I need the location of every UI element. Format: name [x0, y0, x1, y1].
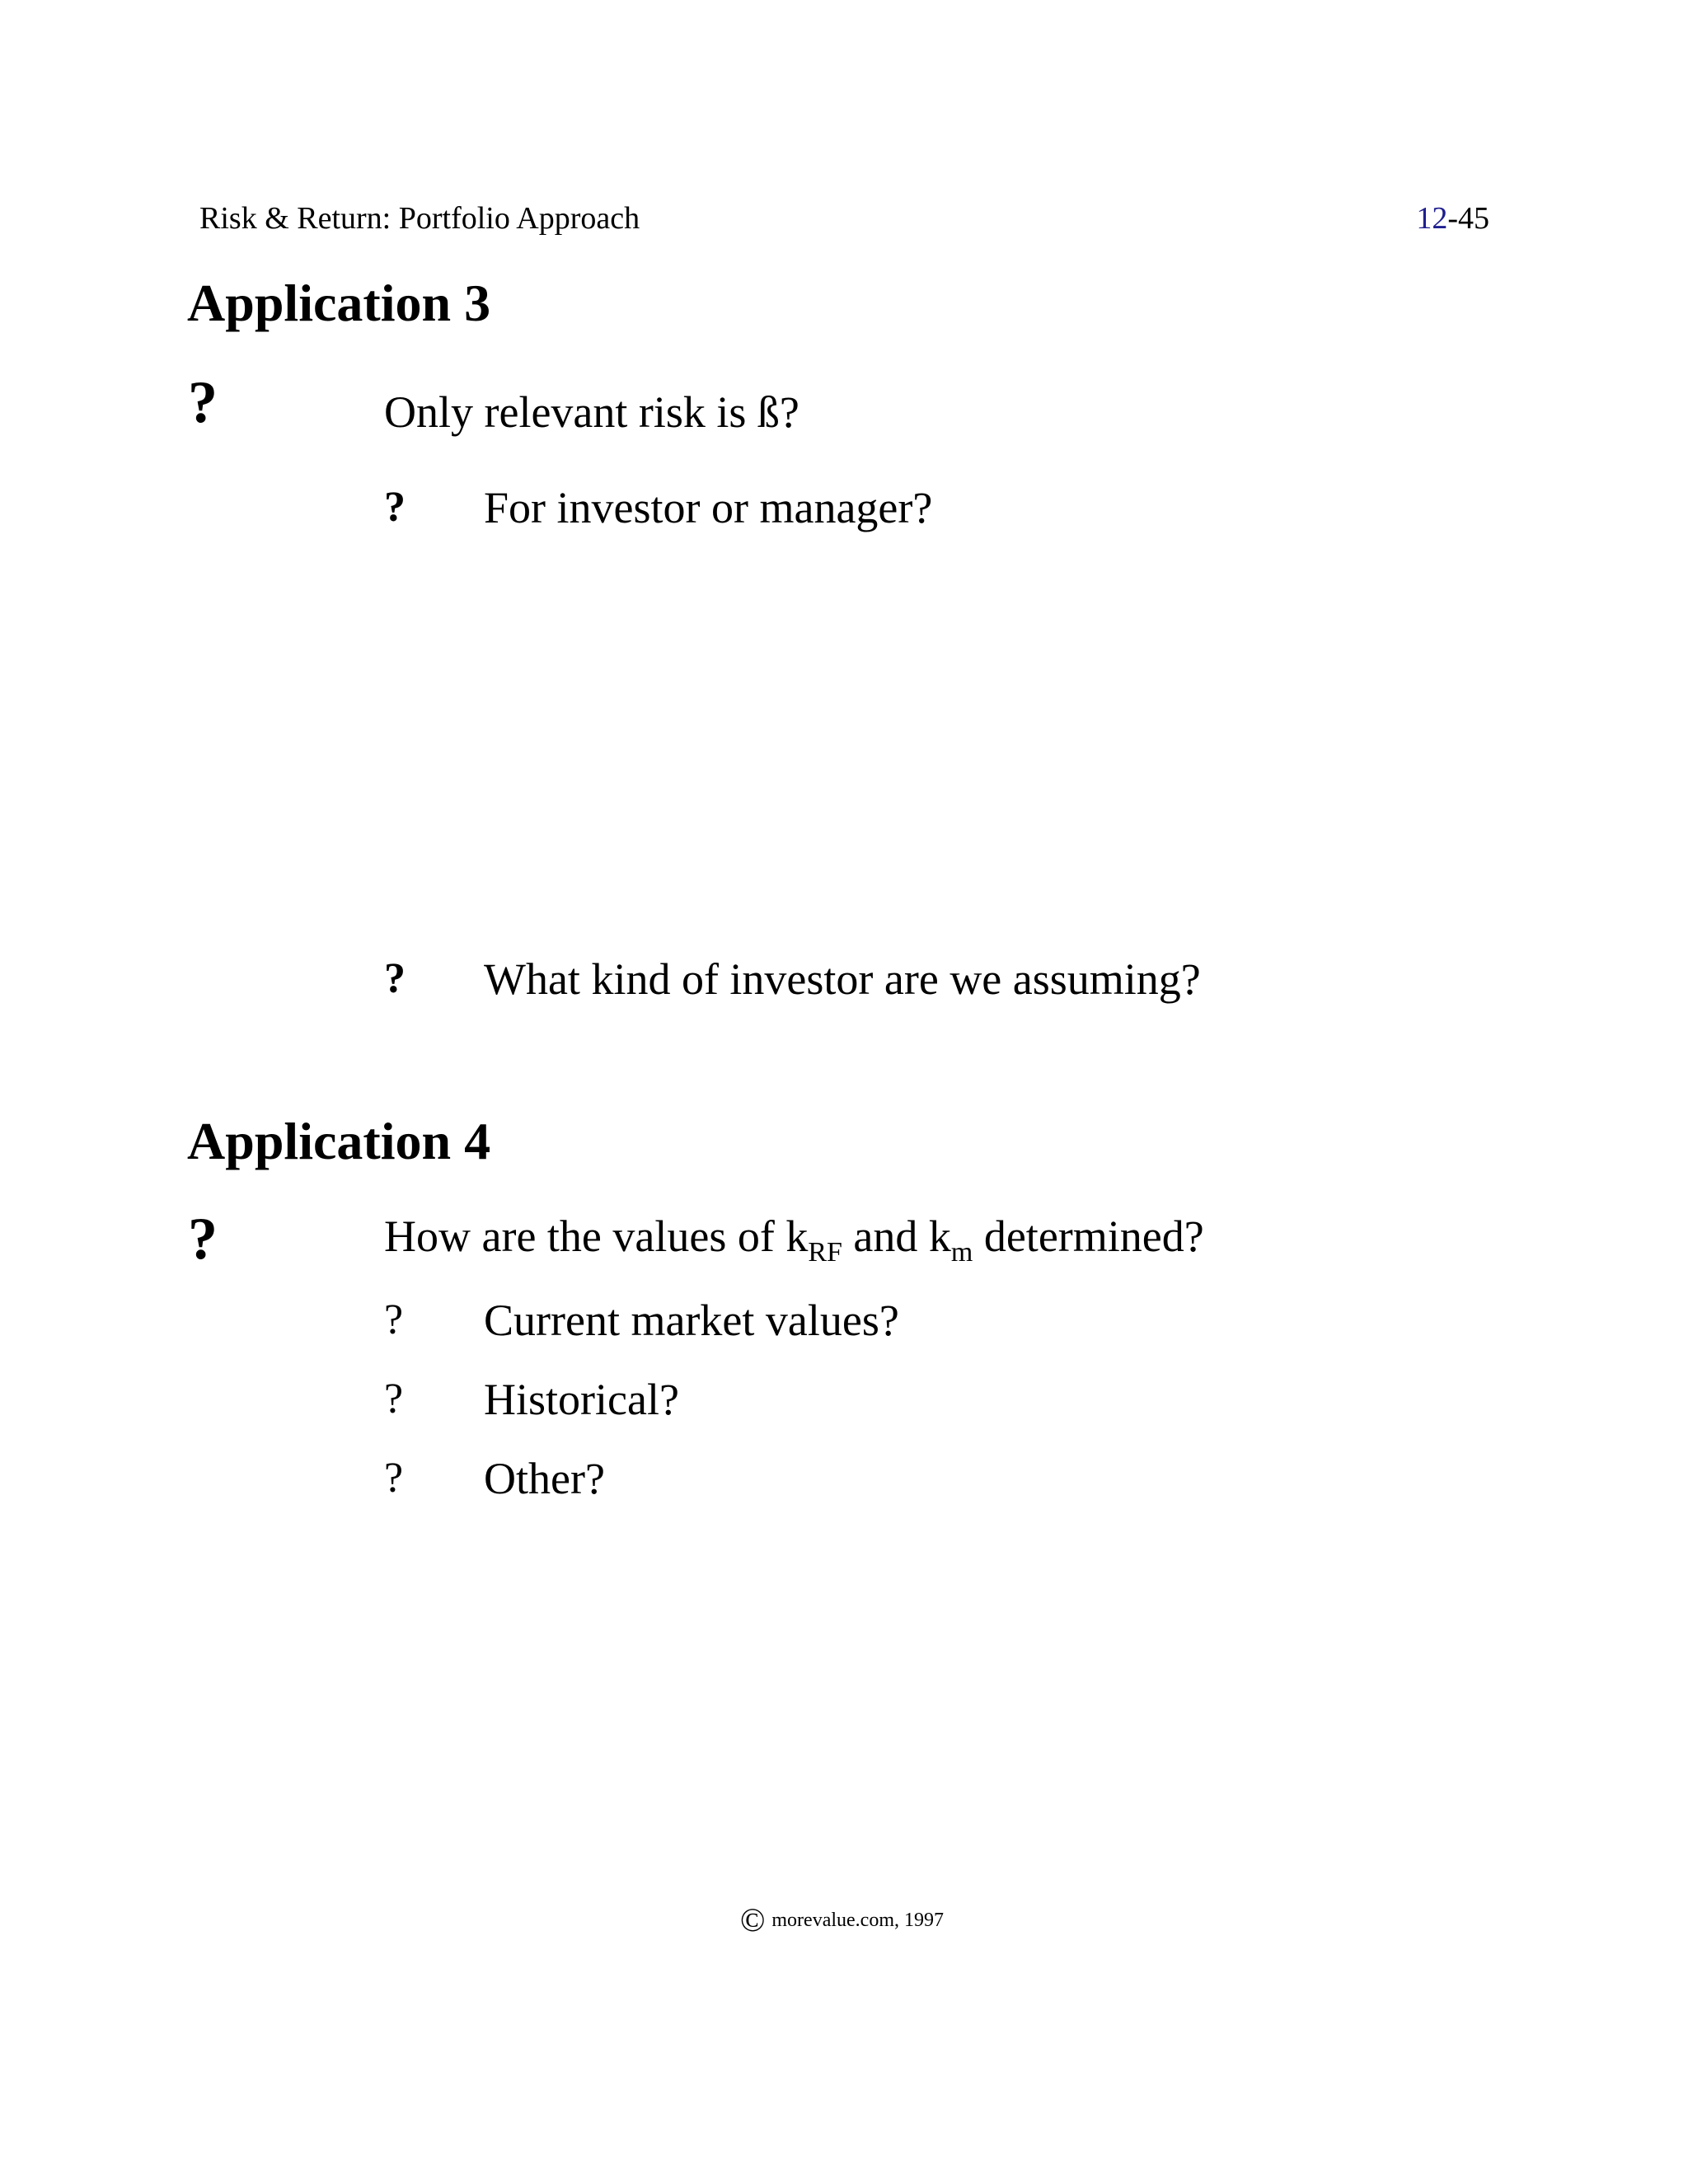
copyright-text: morevalue.com, 1997 — [771, 1910, 944, 1931]
sub-item-other: Other? — [484, 1454, 605, 1503]
sub-item-investor-or-manager: For investor or manager? — [484, 483, 933, 532]
chapter-number: 12 — [1416, 201, 1448, 236]
list-item-values-determined — [384, 1210, 1204, 1268]
item-text-part: determined? — [973, 1212, 1204, 1261]
sub-bullet-marker: ? — [384, 955, 406, 1002]
page-suffix: -45 — [1447, 201, 1489, 236]
copyright-icon: © — [740, 1901, 766, 1938]
subscript-rf: RF — [808, 1237, 842, 1268]
sub-bullet-marker: ? — [384, 1376, 404, 1422]
copyright-footer — [740, 1901, 944, 1938]
sub-bullet-marker: ? — [384, 484, 406, 531]
sub-item-current-market-values: Current market values? — [484, 1296, 899, 1345]
sub-item-historical: Historical? — [484, 1375, 679, 1424]
sub-bullet-marker: ? — [384, 1296, 404, 1343]
bullet-marker: ? — [188, 1206, 218, 1272]
page-number — [1416, 199, 1489, 237]
section-heading-application-4: Application 4 — [187, 1112, 491, 1170]
item-text-part: and k — [842, 1212, 951, 1261]
subscript-m: m — [950, 1237, 973, 1268]
list-item-relevant-risk: Only relevant risk is ß? — [384, 387, 799, 437]
bullet-marker: ? — [188, 369, 218, 435]
sub-item-investor-kind: What kind of investor are we assuming? — [484, 954, 1201, 1004]
sub-bullet-marker: ? — [384, 1455, 404, 1502]
section-heading-application-3: Application 3 — [187, 274, 491, 332]
item-text-part: How are the values of k — [384, 1212, 809, 1261]
running-header-title: Risk & Return: Portfolio Approach — [199, 201, 640, 236]
